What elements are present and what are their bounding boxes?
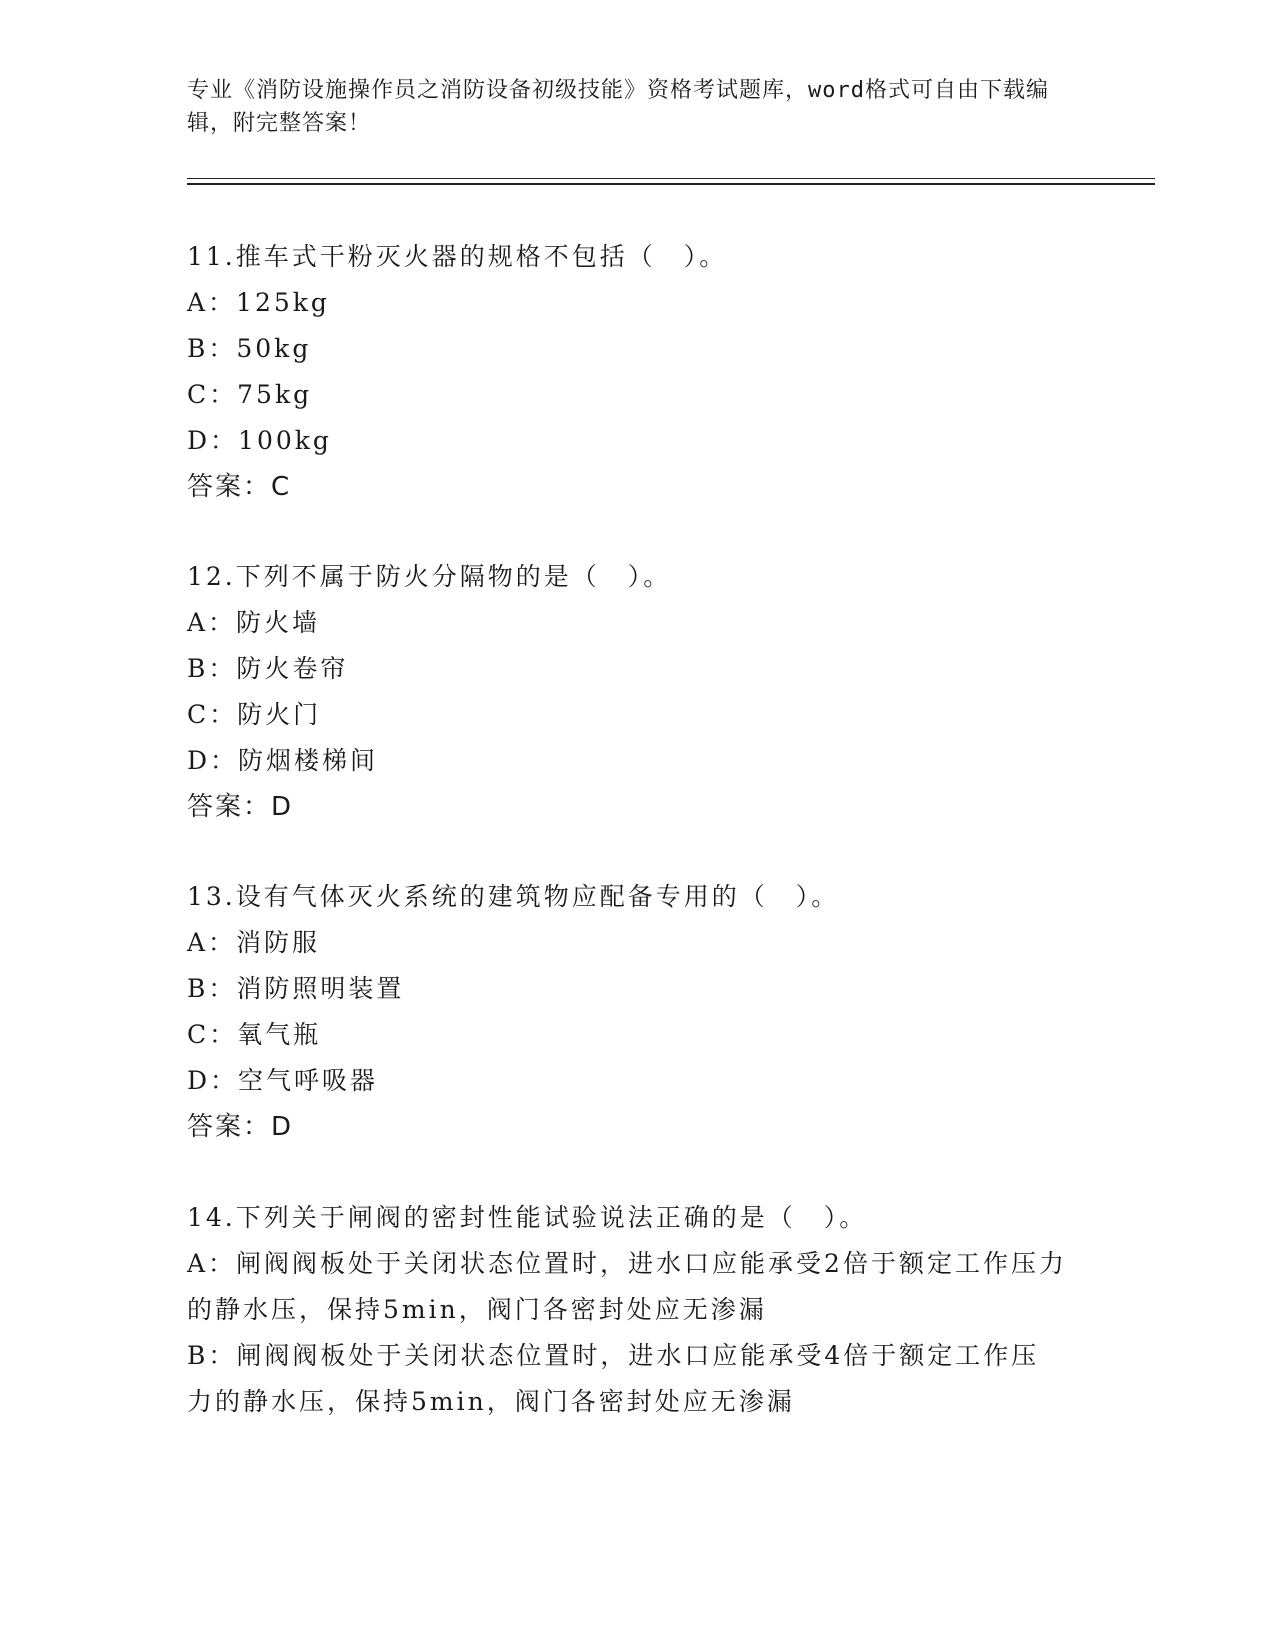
question-14 (187, 1195, 1087, 1425)
option-d: D：空气呼吸器 (187, 1066, 379, 1095)
option-a: A：125kg (187, 288, 330, 317)
option-b: B：闸阀阀板处于关闭状态位置时，进水口应能承受4倍于额定工作压力的静水压，保持5min，阀门各密封处应无渗漏 (187, 1341, 1040, 1416)
option-c: C：氧气瓶 (187, 1020, 322, 1049)
option-d: D：100kg (187, 426, 332, 455)
answer: 答案：C (187, 472, 292, 502)
option-c: C：防火门 (187, 700, 322, 729)
header-divider-thin (187, 178, 1155, 179)
option-a: A：消防服 (187, 928, 321, 957)
question-12 (187, 554, 1087, 830)
option-a: A：闸阀阀板处于关闭状态位置时，进水口应能承受2倍于额定工作压力的静水压，保持5min，阀门各密封处应无渗漏 (187, 1249, 1067, 1324)
option-b: B：50kg (187, 334, 312, 363)
question-stem: 13.设有气体灭火系统的建筑物应配备专用的（ ）。 (187, 882, 840, 911)
answer: 答案：D (187, 1112, 294, 1142)
question-13 (187, 874, 1087, 1150)
document-header: 专业《消防设施操作员之消防设备初级技能》资格考试题库，word格式可自由下载编辑，附完整答案！ (187, 78, 1049, 136)
question-11 (187, 234, 1087, 510)
question-stem: 14.下列关于闸阀的密封性能试验说法正确的是（ ）。 (187, 1203, 868, 1232)
answer: 答案：D (187, 792, 294, 822)
option-b: B：防火卷帘 (187, 654, 349, 683)
question-stem: 11.推车式干粉灭火器的规格不包括（ ）。 (187, 242, 728, 271)
header-divider-thick (187, 183, 1155, 185)
option-d: D：防烟楼梯间 (187, 746, 379, 775)
option-c: C：75kg (187, 380, 313, 409)
question-stem: 12.下列不属于防火分隔物的是（ ）。 (187, 562, 672, 591)
option-b: B：消防照明装置 (187, 974, 405, 1003)
option-a: A：防火墙 (187, 608, 321, 637)
